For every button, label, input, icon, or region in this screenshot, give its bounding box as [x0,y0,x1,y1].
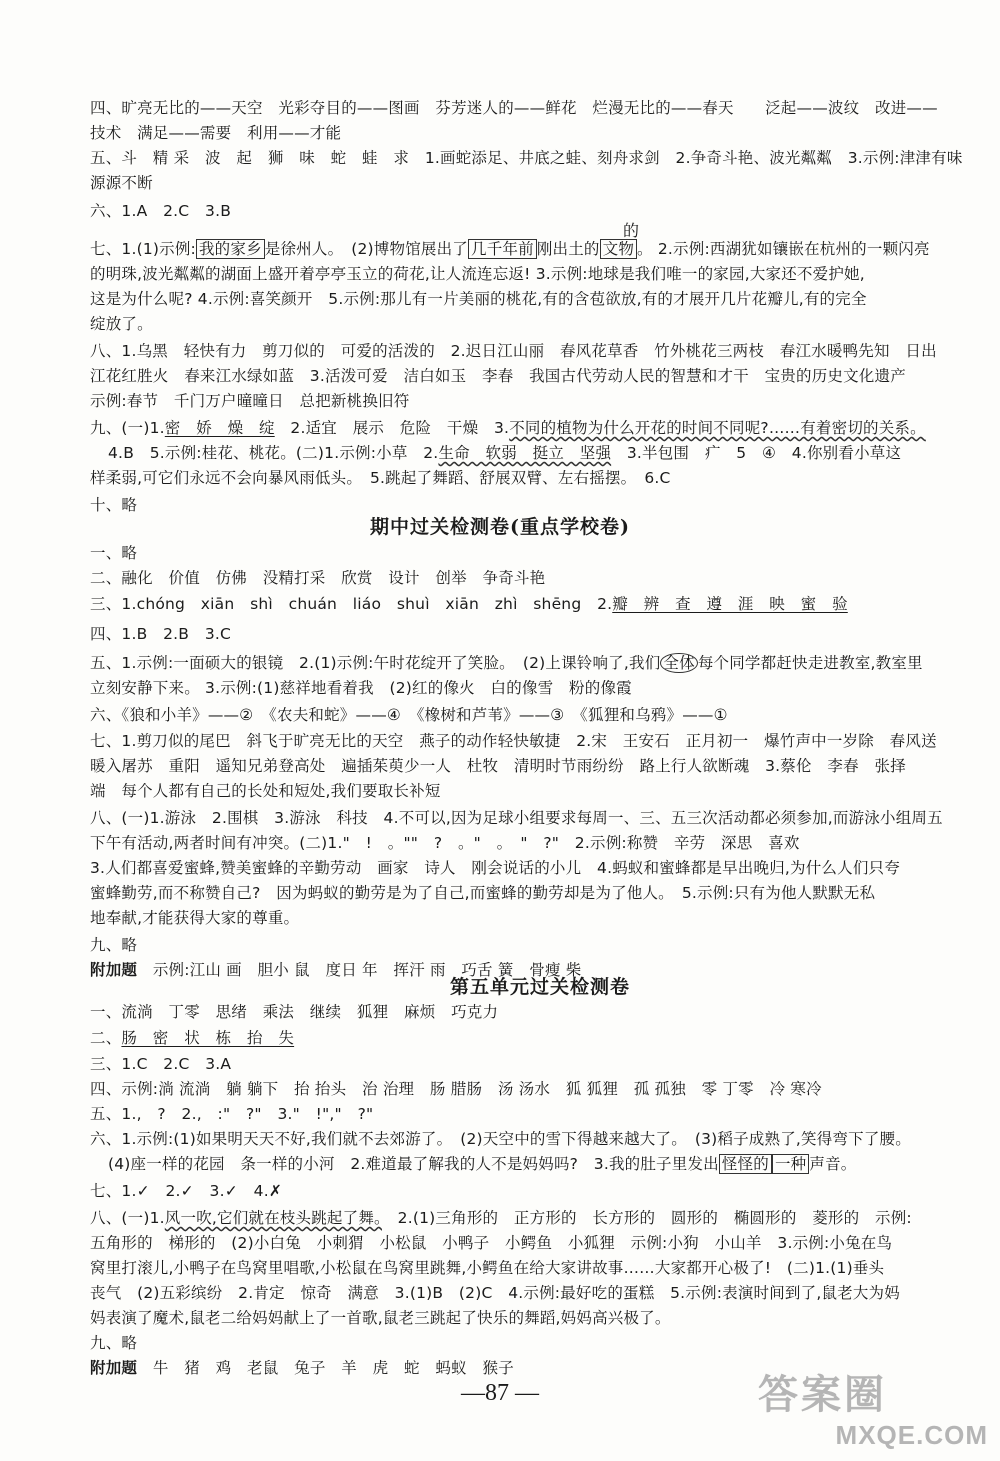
line: 下午有活动,两者时间有冲突。(二)1." ! 。"" ? 。" 。 " ?" 2.示例:称赞 辛劳 深思 喜欢 [90,834,800,852]
line: 五、1.示例:一面硕大的银镜 2.(1)示例:午时花绽开了笑脸。 (2)上课铃响了,我们 全体 每个同学都赶快走进教室,教室里 [90,654,923,672]
line: 一、略 [90,544,138,562]
line: 示例:春节 千门万户曈曈日 总把新桃换旧符 [90,392,410,410]
section-heading: 第五单元过关检测卷 [449,976,630,998]
boxed-text: 一种 [772,1154,809,1174]
line: 样柔弱,可它们永远不会向暴风雨低头。 5.跳起了舞蹈、舒展双臂、左右摇摆。 6.C [90,469,671,487]
underlined-text: 肠 密 状 栋 抬 失 [121,1029,295,1047]
line: 端 每个人都有自己的长处和短处,我们要取长补短 [90,782,441,800]
line: 三、1.C 2.C 3.A [90,1055,232,1073]
line: 绽放了。 [90,315,153,333]
line: 四、旷亮无比的——天空 光彩夺目的——图画 芬芳迷人的——鲜花 烂漫无比的——春天 泛起——波纹 改进—— [90,99,938,117]
wavy-underlined-text: 生命 软弱 挺立 坚强 [438,444,612,462]
boxed-text: 怪怪的 [719,1154,772,1174]
section-heading: 期中过关检测卷(重点学校卷) [370,516,630,538]
wavy-underlined-text: 风一吹,它们就在枝头跳起了舞。 [164,1209,382,1227]
line: 八、(一)1.风一吹,它们就在枝头跳起了舞。 2.(1)三角形的 正方形的 长方形的 圆形的 椭圆形的 菱形的 示例: [90,1209,912,1227]
line: 六、《狼和小羊》——② 《农夫和蛇》——④ 《橡树和芦苇》——③ 《狐狸和乌鸦》——① [90,706,728,724]
line: 一、流淌 丁零 思绪 乘法 继续 狐狸 麻烦 巧克力 [90,1003,499,1021]
watermark-logo-text: 答案圈 [758,1372,887,1418]
bonus-label: 附加题 [90,1359,138,1377]
line: 七、1.✓ 2.✓ 3.✓ 4.✗ [90,1182,283,1200]
line: 这是为什么呢? 4.示例:喜笑颜开 5.示例:那儿有一片美丽的桃花,有的含苞欲放,有的才展开几片花瓣儿,有的完全 [90,290,867,308]
insert-mark: 的 [623,221,640,240]
line: 九、略 [90,936,138,954]
wavy-underlined-text: 不同的植物为什么开花的时间不同呢?……有着密切的关系。 [509,419,926,437]
line: 窝里打滚儿,小鸭子在鸟窝里唱歌,小松鼠在鸟窝里跳舞,小鳄鱼在给大家讲故事……大家都开心极了! (二)1.(1)垂头 [90,1259,885,1277]
line: 七、1.(1)示例: 我的家乡 是徐州人。 (2)博物馆展出了 几千年前 刚出土的 文物 。 2.示例:西湖犹如镶嵌在杭州的一颗闪亮 [90,240,930,258]
line: 七、1.剪刀似的尾巴 斜飞于旷亮无比的天空 燕子的动作轻快敏捷 2.宋 王安石 正月初一 爆竹声中一岁除 春风送 [90,732,937,750]
line: 技术 满足——需要 利用——才能 [90,124,342,142]
line: 四、示例:淌 流淌 躺 躺下 抬 抬头 治 治理 肠 腊肠 汤 汤水 狐 狐狸 孤 孤独 零 丁零 冷 寒冷 [90,1080,822,1098]
line: 江花红胜火 春来江水绿如蓝 3.活泼可爱 洁白如玉 李春 我国古代劳动人民的智慧和才干 宝贵的历史文化遗产 [90,367,906,385]
line: 的明珠,波光粼粼的湖面上盛开着亭亭玉立的荷花,让人流连忘返! 3.示例:地球是我们唯一的家园,大家还不爱护她, [90,265,865,283]
line: 五、斗 精 采 波 起 狮 味 蛇 蛙 求 1.画蛇添足、井底之蛙、刻舟求剑 2.争奇斗艳、波光粼粼 3.示例:津津有味 [90,149,963,167]
line: 六、1.A 2.C 3.B [90,202,232,220]
line: 3.人们都喜爱蜜蜂,赞美蜜蜂的辛勤劳动 画家 诗人 刚会说话的小儿 4.蚂蚁和蜜蜂都是早出晚归,为什么人们只夸 [90,859,900,877]
line: 暖入屠苏 重阳 遥知兄弟登高处 遍插茱萸少一人 杜牧 清明时节雨纷纷 路上行人欲断魂 3.蔡伦 李春 张择 [90,757,906,775]
line: 九、(一)1.密 娇 燥 绽 2.适宜 展示 危险 干燥 3.不同的植物为什么开花的时间不同呢?……有着密切的关系。 [90,419,926,437]
line: 六、1.示例:(1)如果明天天不好,我们就不去郊游了。 (2)天空中的雪下得越来越大了。 (3)稻子成熟了,笑得弯下了腰。 [90,1130,911,1148]
line: 三、1.chóng xiān shì chuán liáo shuì xiān zhì shēng 2.瓣 辨 查 遵 涯 映 蜜 验 [90,595,848,613]
line: 丧气 (2)五彩缤纷 2.肯定 惊奇 满意 3.(1)B (2)C 4.示例:最好吃的蛋糕 5.示例:表演时间到了,鼠老大为妈 [90,1284,900,1302]
line: 附加题 牛 猪 鸡 老鼠 兔子 羊 虎 蛇 蚂蚁 猴子 [90,1359,514,1377]
line: 五角形的 梯形的 (2)小白兔 小刺猬 小松鼠 小鸭子 小鳄鱼 小狐狸 示例:小狗 小山羊 3.示例:小兔在鸟 [90,1234,893,1252]
page-number: —87 — [461,1380,539,1406]
line: 八、(一)1.游泳 2.围棋 3.游泳 科技 4.不可以,因为足球小组要求每周一、三、五三次活动都必须参加,而游泳小组周五 [90,809,943,827]
line: 蜜蜂勤劳,而不称赞自己? 因为蚂蚁的勤劳是为了自己,而蜜蜂的勤劳却是为了他人。 5.示例:只有为他人默默无私 [90,884,876,902]
watermark-url: MXQE.COM [835,1420,988,1450]
line: 4.B 5.示例:桂花、桃花。(二)1.示例:小草 2.生命 软弱 挺立 坚强 3.半包围 疒 5 ④ 4.你别看小草这 [108,444,902,462]
line: 九、略 [90,1334,138,1352]
line: 源源不断 [90,174,153,192]
line: 四、1.B 2.B 3.C [90,625,232,643]
boxed-text: 几千年前 [468,239,537,259]
underlined-text: 瓣 辨 查 遵 涯 映 蜜 验 [612,595,848,613]
boxed-text: 文物 [600,239,637,259]
line: 地奉献,才能获得大家的尊重。 [90,909,300,927]
line: 八、1.乌黑 轻快有力 剪刀似的 可爱的活泼的 2.迟日江山丽 春风花草香 竹外桃花三两枝 春江水暖鸭先知 日出 [90,342,937,360]
line: 五、1., ? 2., :" ?" 3." !"," ?" [90,1105,374,1123]
line: 附加题 示例:江山 画 胆小 鼠 度日 年 挥汗 雨 巧舌 簧 骨瘦 柴 [90,961,582,979]
line: 十、略 [90,496,138,514]
line: 二、融化 价值 仿佛 没精打采 欣赏 设计 创举 争奇斗艳 [90,569,546,587]
line: (4)座一样的花园 条一样的小河 2.难道最了解我的人不是妈妈吗? 3.我的肚子里发出 怪怪的 一种 声音。 [108,1155,857,1173]
pinyin-answers: chóng xiān shì chuán liáo shuì xiān zhì shēng [136,595,582,613]
circled-text: 全体 [660,653,697,673]
underlined-text: 密 娇 燥 绽 [164,419,275,437]
boxed-text: 我的家乡 [196,239,265,259]
line: 妈表演了魔术,鼠老二给妈妈献上了一首歌,鼠老三跳起了快乐的舞蹈,妈妈高兴极了。 [90,1309,671,1327]
watermark [758,1363,988,1453]
bonus-label: 附加题 [90,961,138,979]
line: 立刻安静下来。 3.示例:(1)慈祥地看着我 (2)红的像火 白的像雪 粉的像霞 [90,679,632,697]
line: 二、肠 密 状 栋 抬 失 [90,1029,295,1047]
